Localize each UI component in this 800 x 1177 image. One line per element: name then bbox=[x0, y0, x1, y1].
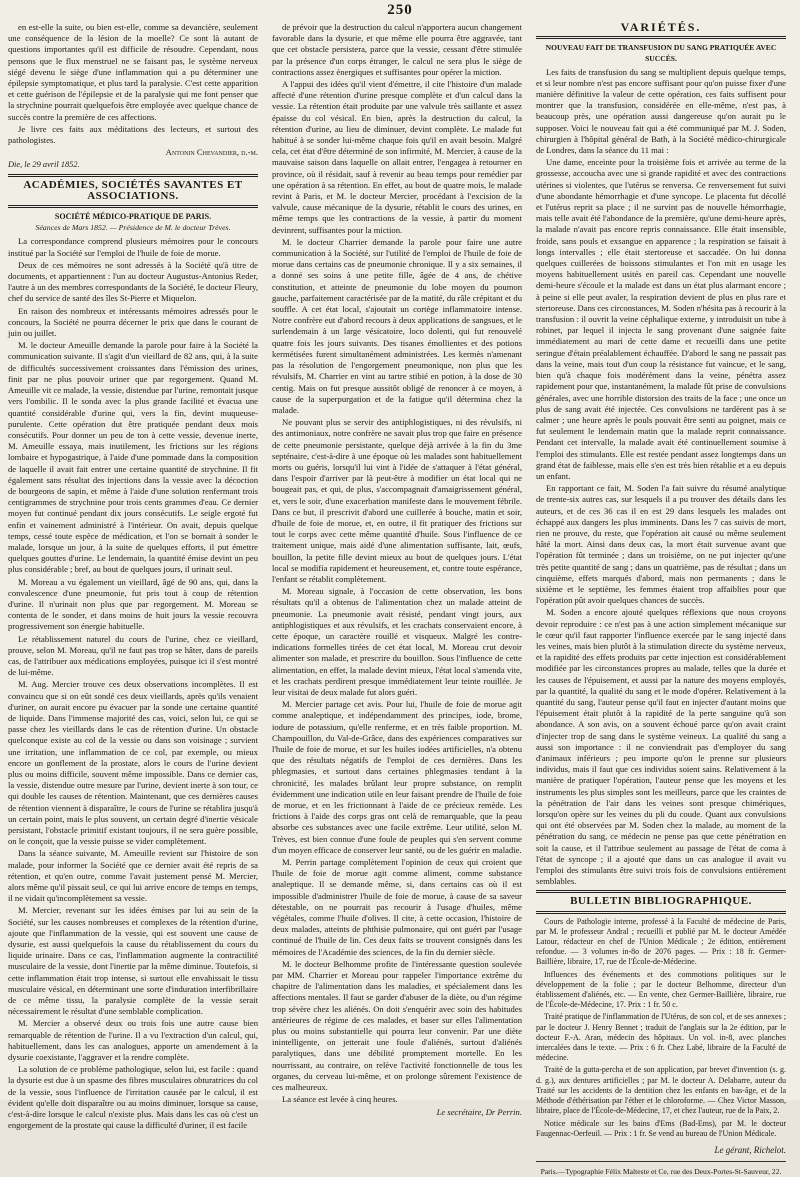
body-paragraph: M. Mercier, revenant sur les idées émises par lui au sein de la Société, sur les causes nombreuses et complexes de la rétention d'urine, ajoute que l'inflammation de la vessie, qui est souvent une cause de dysurie, est aussi quelquefois la cause du rétablissement du cours du liquide urinaire. Dans ce cas, l'inflammation augmente la contractilité musculaire de la vessie, dont l'inertie par la même diminue. Toutefois, si cette inflammation était trop intense, si surtout elle envahissait le tissu musculaire vésical, en déterminant une sorte d'induration interfibrillaire de ce même tissu, la paralysie complète de la vessie serait nécessairement le résultat d'une semblable complication. bbox=[8, 905, 258, 1017]
biblio-item: Traité de la gutta-percha et de son application, par brevet d'invention (s. g. d. g.), aux dentures artificielles ; par M. le docteur A. Delabarre, auteur du Traité sur les accidents de la dentition chez les enfants en bas-âge, et de la Méthode d'éthérisation par l'éther et le chloroforme. — Chez Victor Masson, libraire, place de l'École-de-Médecine, 17, et chez l'auteur, rue de la Paix, 2. bbox=[536, 1065, 786, 1116]
page-number: 250 bbox=[387, 2, 413, 18]
divider bbox=[8, 174, 258, 177]
body-paragraph: La correspondance comprend plusieurs mémoires pour le concours institué par la Société sur l'emploi de l'huile de foie de morue. bbox=[8, 236, 258, 258]
intro-paragraph: en est-elle la suite, ou bien est-elle, comme sa devancière, seulement une conséquence de la lésion de la moelle? Ce sont là autant de questions importantes qu'il est difficile de résoudre. Cependant, nous pensons que le flux menstruel ne se faisant pas, le système nerveux siégé devenu le siège d'une inflammation qui a pu déterminer une épilepsie symptomatique, et plus tard la paralysie. C'est cette apparition et cette guérison de l'épilepsie et de la paralysie qui me font penser que la strychnine pourrait quelquefois être employée avec quelque chance de succès contre la première de ces affections. bbox=[8, 22, 258, 122]
divider bbox=[536, 1161, 786, 1162]
article-title: NOUVEAU FAIT DE TRANSFUSION DU SANG PRATIQUÉE AVEC SUCCÈS. bbox=[545, 43, 777, 64]
intro-paragraph: Je livre ces faits aux méditations des lecteurs, et surtout des pathologistes. bbox=[8, 123, 258, 146]
body-paragraph: Dans la séance suivante, M. Ameuille revient sur l'histoire de son malade, pour informer la Société que ce dernier avait été repris de sa rétention, et qu'en outre, comme l'avait justement pensé M. Mercier, alors même qu'il pissait seul, ce qui lui arrive encore de temps en temps, il ne vidait qu'incomplètement sa vessie. bbox=[8, 848, 258, 904]
body-paragraph: M. Moreau a vu également un vieillard, âgé de 90 ans, qui, dans la convalescence d'une pneumonie, fut pris tout à coup de rétention d'urine. Il n'urinait non plus que par regorgement. M. Moreau se contenta de le sonder, et dans moins de huit jours la vessie recouvra progressivement son énergie habituelle. bbox=[8, 576, 258, 632]
body-paragraph: A l'appui des idées qu'il vient d'émettre, il cite l'histoire d'un malade affecté d'une rétention d'urine presque complète et d'un calcul dans la vessie. La rétention était produite par une valvule très saillante et assez épaisse du col vésical. En bien, après la destruction du calcul, la rétention d'urine, au lieu de diminuer, devint complète. Le malade fut habitué à se sonder lui-même chaque fois qu'il en avait besoin. Malgré cela, cet état d'être déterminé de son infirmité, M. Mercier, à cause de la mauvaise saison dans laquelle on allait entrer, l'engagea à retourner en province, où il résidait, sauf à revenir au beau temps pour remédier par une opération à sa rétention. En effet, au bout de quatre mois, le malade revint à Paris, et M. le docteur Mercier, procédant à l'excision de la valvule, cause mécanique de la dysurie, rétablit le cours des urines, en même temps que les contractions de la vessie, à partir du moment devinrent, suffisantes pour la miction. bbox=[272, 79, 522, 235]
body-paragraph: de prévoir que la destruction du calcul n'apportera aucun changement favorable dans la dysurie, et que même elle pourra être aggravée, tant que cet obstacle persistera, parce que la vessie, cessant d'être stimulée par la présence d'un corps étranger, le calcul ne sera plus le siège de contractions assez énergiques et suffisantes pour opérer la miction. bbox=[272, 22, 522, 77]
body-paragraph: M. le docteur Charrier demande la parole pour faire une autre communication à la Société, sur l'utilité de l'emploi de l'huile de foie de morue dans certains cas de pneumonie chronique. Il y a six semaines, il a donné ses soins à une petite fille, âgée de 4 ans, de chétive constitution, et atteinte de pneumonie du lobe moyen du poumon gauche, parfaitement caractérisée par de la matité, du râle crépitant et du souffle. A cet état local, s'ajoutait un cortège inflammatoire intense. Notre confrère eut d'abord recours à deux applications de sangsues, et le surlendemain à un large vésicatoire, loco dolenti, qui fut renouvelé quatre fois les jours suivants. Des tisanes émollientes et des potions kermétisées furent simultanément administrées. Les kermès n'amenant pas la résolution de l'engorgement pneumonique, non plus que les révulsifs, M. Charrier en vint au tartre stibié en potion, à la dose de 30 centig. Mais on fut presque aussitôt obligé de renoncer à ce moyen, à cause de la superpurgation et de la fatigue qu'il détermina chez la malade. bbox=[272, 236, 522, 415]
printer-line: Paris.—Typographie Félix Malteste et Ce, rue des Deux-Portes-St-Sauveur, 22. bbox=[540, 1167, 782, 1177]
divider bbox=[536, 890, 786, 893]
body-paragraph: La séance est levée à cinq heures. bbox=[282, 1094, 398, 1105]
divider bbox=[536, 911, 786, 914]
body-paragraph: M. Mercier a observé deux ou trois fois une autre cause bien remarquable de rétention de l'urine. Il a vu l'extraction d'un calcul, qui, habituellement, dans les cas analogues, apporte un amendement à la dysurie coexistante, l'aggraver et la rendre complète. bbox=[8, 1018, 258, 1063]
body-paragraph: La solution de ce problème pathologique, selon lui, est facile : quand la dysurie est due à un spasme des fibres musculaires obturatrices du col de la vessie, sous l'influence de l'irritation causée par le calcul, il est évident qu'elle doit disparaître ou au moins diminuer, lorsque sa cause, c'est-à-dire lorsque le calcul n'existe plus. Mais dans les cas où c'est un engorgement de la prostate qui cause la difficulté d'uriner, il est facile bbox=[8, 1064, 258, 1131]
body-paragraph: En raison des nombreux et intéressants mémoires adressés pour le concours, la Société ne pourra décerner le prix que dans le courant de juin ou juillet. bbox=[8, 305, 258, 339]
body-paragraph: M. Soden a encore ajouté quelques réflexions que nous croyons devoir reproduire : ce n'est pas à une action simplement mécanique sur le cœur qu'il faut rapporter l'influence exercée par le sang injecté dans les veines, mais bien plutôt à la stimulation directe du système nerveux, et la rapidité des effets produits par cette injection est considérablement modifiée par les circonstances propres au malade, telles que la durée et les causes de l'épuisement, et aussi par la nature des moyens employés, par la quantité, la qualité du sang et le mode d'opérer. Relativement à la quantité du sang, l'auteur pense qu'il faut en injecter d'autant moins que l'épuisement était plutôt à la rapidité de la perte sanguine qu'à son abondance. A son avis, on a souvent échoué parce qu'on avait craint d'injecter trop de sang dans le système veineux. La qualité du sang a aussi son importance : il ne conviendrait pas d'employer du sang d'animaux inférieurs ; peu importe qu'on le prenne sur plusieurs individus, mais il faut que ces individus soient sains. Relativement à la manière de pratiquer l'opération, l'auteur pense que les moyens et les instruments les plus simples sont les meilleurs, parce que les craintes de la pénétration de l'air dans les veines sont presque chimériques, lorsqu'on opère sur les veines du pli du coude. Quant aux convulsions qui ont été observées par M. Soden chez la malade, au moment de la pénétration du sang, ce médecin ne pense pas que cette pénétration en soit la cause, et il l'attribue seulement au passage de l'état de coma à l'état de syncope ; il a ajouté que dans un cas analogue il avait vu l'emploi des stimulants être suivi trois fois de convulsions entièrement semblables. bbox=[536, 607, 786, 887]
body-paragraph: Le rétablissement naturel du cours de l'urine, chez ce vieillard, prouve, selon M. Moreau, qu'il ne faut pas trop se hâter, dans de pareils cas, de l'attribuer aux médications employées, puisque ici il s'est montré de lui-même. bbox=[8, 633, 258, 678]
session-info: Séances de Mars 1852. — Présidence de M. le docteur Trèves. bbox=[35, 223, 231, 233]
section-title-varietes: VARIÉTÉS. bbox=[620, 20, 702, 34]
biblio-list bbox=[536, 917, 786, 1139]
body-paragraph: M. le docteur Belhomme profite de l'intéressante question soulevée par MM. Charrier et Moreau pour rappeler l'importance extrême du chapitre de l'alimentation dans les maladies, et spécialement dans les affections mentales. Il faut se garder d'abuser de la diète, ou d'un régime trop sévère chez les aliénés. On doit s'enquérir avec soin des habitudes antérieures de régime de ces malades, et baser sur elles l'alimentation plus ou moins substantielle qui pourra leur convenir. Par une diète inintelligente, on jetterait une foule d'aliénés, surtout d'aliénés paralytiques, dans une débilité promptement mortelle. En les nourrissant, au contraire, on relève l'activité fonctionnelle de tous les organes, du cerveau lui-même, et on prolonge sûrement l'existence de ces malheureux. bbox=[272, 958, 522, 1093]
author-signature: Antonin Chevandier, d.-m. bbox=[165, 147, 258, 158]
body-paragraph: Les faits de transfusion du sang se multiplient depuis quelque temps, et si leur nombre n'est pas encore suffisant pour qu'on puisse fixer d'une manière définitive la valeur de cette opération, ces faits suffisent pour montrer que la transfusion, considérée en elle-même, n'est pas, à beaucoup près, une opération aussi dangereuse qu'on aurait pu le supposer. Voici le nouveau fait qui a été communiqué par M. J. Soden, chirurgien à l'hôpital général de Bath, à la Société médico-chirurgicale de Londres, dans la séance du 11 mai : bbox=[536, 66, 786, 156]
body-paragraph: M. Aug. Mercier trouve ces deux observations incomplètes. Il est convaincu que si on eût sondé ces deux vieillards, après qu'ils venaient d'uriner, on aurait encore pu évacuer par la sonde une certaine quantité de liquide. Dans l'immense majorité des cas, voici, selon lui, ce qui se passe chez les vieillards dans le cas de rétention d'urine. Un obstacle quelconque existe au col de la vessie ou dans son voisinage ; survient une irritation, une inflammation de ce col, par exemple, ou mieux encore un gonflement de la prostate, alors le cours de l'urine devient plus ou moins difficile, souvent même impossible. Dans ce dernier cas, la vessie, distendue outre mesure par l'urine, devient inerte à son tour, ce qui double les causes de rétention. Maintenant, que ces dernières causes de rétention viennent à disparaître, le cours de l'urine se rétablira jusqu'à un certain point, mais le plus souvent, un certain degré d'inertie vésicale persistant, l'obstacle primitif existant toujours, il ne sera guère possible, on le conçoit, que la vessie puisse se vider complètement. bbox=[8, 679, 258, 847]
column-right bbox=[536, 20, 786, 1177]
column-left bbox=[8, 22, 258, 1131]
body-paragraph: En rapportant ce fait, M. Soden l'a fait suivre du résumé analytique de trente-six autres cas, sur lesquels il a pu trouver des détails dans les auteurs, et de ces 36 cas il en est 29 dans lesquels les malades ont échappé aux dangers les plus imminents. Dans les 7 cas suivis de mort, rien ne prouve, du reste, que l'opération ait causé ou même seulement hâté la mort. Ainsi dans deux cas, la mort était survenue avant que l'opération fût terminée ; dans un troisième, on ne put injecter qu'une très petite quantité de sang ; dans un quatrième, pas de résultat ; dans un cinquième, effets marqués d'abord, mais non permanents ; dans le sixième et le septième, les femmes étaient trop affaiblies pour que l'opération pût avoir quelques chances de succès. bbox=[536, 483, 786, 606]
body-paragraph: M. Mercier partage cet avis. Pour lui, l'huile de foie de morue agit comme analeptique, et indépendamment des principes, iode, brome, iodure de potassium, qu'elle renferme, et en très faible proportion. M. Champouillon, du Val-de-Grâce, dans des expériences comparatives sur l'huile de foie de morue, et sur les huiles iodées artificielles, n'a obtenu que des résultats négatifs de l'emploi de ces dernières. Dans les phlegmasies, et surtout dans certaines phlegmasies tendant à la chronicité, les malades brûlant leur propre substance, on remplit évidemment une indication utile en leur faisant prendre de l'huile de foie de morue, et en les frictionnant à l'aide de ce précieux remède. Les frictions à l'aide des corps gras ont celà de remarquable, que la peau absorbe ces substances avec une facile extrême. Leur utilité, selon M. Trèves, est bien connue d'une foule de peuples qui s'en servent comme d'un moyen efficace de conserver leur santé, ou de les guérir en maladie. bbox=[272, 699, 522, 855]
biblio-title: BULLETIN BIBLIOGRAPHIQUE. bbox=[570, 895, 752, 908]
body-paragraph: M. Moreau signale, à l'occasion de cette observation, les bons résultats qu'il a obtenus de l'alimentation chez un malade atteint de pneumonie. La pneumonie avait résisté, pendant vingt jours, aux antiphlogistiques et aux révulsifs, et les crachats conservaient encore, à cette époque, un caractère rouillé et visqueux. Malgré les contre-indications formelles tirées de cet état local, M. Moreau crut devoir alimenter son malade, et prescrire du bouillon. Sous l'influence de cette alimentation, en effet, la malade devint mieux, l'état local s'amenda vite, et les crachats perdirent presque immédiatement leur teinte rouillée. Je leur visitai de deux malade fut alors guéri. bbox=[272, 586, 522, 697]
body-paragraph: M. Perrin partage complètement l'opinion de ceux qui croient que l'huile de foie de morue agit comme aliment, comme substance analeptique. Il se demande même, si, dans certains cas où il est impossible d'administrer l'huile de foie de morue, à cause de sa saveur détestable, on ne pourrait pas recourir à l'usage d'huiles, même végétales, comme l'huile d'olives. Il cite, à cette occasion, l'histoire de deux malades, atteints de phthisie pulmonaire, qui ont guéri par l'usage continué de l'huile de lin. Ces deux faits se trouvent consignés dans les mémoires de l'Académie des sciences, de la fin du dernier siècle. bbox=[272, 857, 522, 957]
gerant-signature: Le gérant, Richelot. bbox=[714, 1144, 786, 1155]
divider bbox=[8, 205, 258, 208]
divider bbox=[536, 36, 786, 39]
biblio-item: Influences des événements et des commotions politiques sur le développement de la folie ; par le docteur Belhomme, directeur d'un établissement d'aliénés, etc. — En vente, chez Germer-Baillière, libraire, rue de l'École-de-Médecine, 17. Prix : 1 fr. 50 c. bbox=[536, 969, 786, 1010]
dateline: Die, le 29 avril 1852. bbox=[8, 160, 80, 170]
column-middle bbox=[272, 22, 522, 1117]
body-paragraph: M. le docteur Ameuille demande la parole pour faire à la Société la communication suivante. Il s'agit d'un vieillard de 82 ans, qui, à la suite de difficultés successivement croissantes dans l'émission des urines, finit par ne plus pouvoir uriner que par regorgement. Quand M. Ameuille vit ce malade, la vessie, distendue par l'urine, remontait jusque vers l'ombilic. Il le sonda avec la plus grande facilité et évacua une quantité considérable d'urine qui, vers la fin, devint muqueuse-purulente. Cette opération dut être pratiquée pendant deux mois consécutifs. Pour donner un peu de ton à cette vessie, devenue inerte, M. Ameuille essaya, mais inutilement, les frictions sur les régions lombaire et hypogastrique, à l'aide d'une pommade dans la composition de laquelle il avait fait entrer une certaine quantité de strychnine. Il fit également sans résultat des injections dans la vessie avec la décoction de bourgeons de sapin, et même à l'aide d'une solution renfermant trois centigrammes de strychnine pour trois cents grammes d'eau. Ce dernier moyen fut continué pendant dix jours consécutifs. Le seigle ergoté fut enfin et vainement administré à l'intérieur. On avait, depuis quelque temps, cessé toute espèce de médication, et l'on se bornait à sonder le malade, lorsque un jour, à la suite de quelques efforts, il put émettre quelques gouttes d'urine. Le lendemain, la quantité émise devint un peu plus considérable ; bref, au bout de quelques jours, il urinait seul. bbox=[8, 340, 258, 575]
biblio-item: Cours de Pathologie interne, professé à la Faculté de médecine de Paris, par M. le professeur Andral ; recueilli et publié par M. le docteur Amédée Latour, rédacteur en chef de l'Union Médicale ; 2e édition, entièrement refondue. — 3 volumes in-8o de 2076 pages. — Prix : 18 fr. Germer-Baillière, libraire, 17, rue de l'École-de-Médecine. bbox=[536, 916, 786, 967]
secretary-signature: Le secrétaire, Dr Perrin. bbox=[436, 1106, 522, 1117]
biblio-item: Traité pratique de l'inflammation de l'Utérus, de son col, et de ses annexes ; par le docteur J. Henry Bennet ; traduit de l'anglais sur la 2e édition, par le docteur F.-A. Aran, médecin des hôpitaux. Un vol. in-8, avec planches intercalées dans le texte. — Prix : 6 fr. Chez Labé, libraire de la Faculté de médecine. bbox=[536, 1012, 786, 1063]
body-paragraph: Deux de ces mémoires ne sont adressés à la Société qu'à titre de documents, et appartiennent : l'un au docteur Augustus-Antonius Reder, l'autre à un des membres correspondants de la Société, le docteur Fleury, chef du service de santé des îles St-Pierre et Miquelon. bbox=[8, 259, 258, 304]
society-title: SOCIÉTÉ MÉDICO-PRATIQUE DE PARIS. bbox=[54, 212, 212, 222]
section-title-academies: ACADÉMIES, SOCIÉTÉS SAVANTES ET ASSOCIATIONS. bbox=[23, 178, 243, 202]
body-paragraph: Une dame, enceinte pour la troisième fois et arrivée au terme de la grossesse, accoucha avec une si grande rapidité et avec des contractions utérines si violentes, que l'utérus se renversa. Ce renversement fut suivi d'une abondante hémorrhagie et d'une syncope. Le placenta fut décollé et l'utérus reprit sa place ; il ne survint pas de nouvelle hémorrhagie, mais telle avait été l'abondance de la première, qu'une demi-heure après, la malade n'avait pas encore repris connaissance. Elle était insensible, froide, sans pouls et exsangue en apparence ; la respiration se faisait à longs intervalles ; elle était stertoreuse et saccadée. On lui donna quelques cuillerées de boissons stimulantes et l'on mit en usage les moyens habituellement usités en pareil cas. Cependant une nouvelle demi-heure s'écoule et la malade est dans un état plus alarmant encore ; à peine si elle peut avaler, la respiration devient de plus en plus rare et stertoreuse. Dans ces circonstances, M. Soden n'hésita pas à recourir à la transfusion : il ouvrit la veine céphalique externe, y introduisit un tube à robinet, par lequel il injecta le sang provenant d'une saignée faite immédiatement au mari de cette dame et recueilli dans une petite seringue d'étain préalablement échauffée. D'abord le sang ne passait pas dans la veine, mais tout d'un coup la résistance fut vaincue, et le sang, bien qu'à chaque fois modérément dans la veine, pénétra assez rapidement pour que, instantanément, la malade fût prise de convulsions générales, avec une horrible distorsion des traits de la face ; une once un plus de sang avait été injectée. Ces convulsions ne tardèrent pas à se calmer ; une heure après le pouls pouvait être senti au poignet, mais ce fut seulement le lendemain matin que la malade reprit connaissance. Pendant cet intervalle, la malade avait été continuellement soumise à l'emploi des stimulants. Elle est restée pendant assez longtemps dans un grand état de faiblesse, mais elle s'en est très bien rétablie et a eu depuis un enfant. bbox=[536, 157, 786, 481]
biblio-item: Notice médicale sur les bains d'Ems (Bad-Ems), par M. le docteur Faugennac-Oerfeuil. — Prix : 1 fr. Se vend au bureau de l'Union Médicale. bbox=[536, 1118, 786, 1138]
body-paragraph: Ne pouvant plus se servir des antiphlogistiques, ni des révulsifs, ni des antimoniaux, notre confrère ne savait plus trop que faire en présence de cette pneumonie persistante, quelque déjà arrivée à la fin du 3me septénaire, c'est-à-dire à une époque où les malades sont habituellement morts ou guéris, lorsqu'il lui vint à l'idée de s'attaquer à l'état général, dans l'espoir d'arriver par là peut-être à modifier un état local qui ne bougeait pas, et qui, de plus, s'accompagnait d'amaigrissement général, et, vers le soir, d'une exacerbation manifeste dans le mouvement fébrile. Dans ce but, il prescrivit d'abord une cuillerée à bouche, matin et soir, d'huile de foie de morue, et, en outre, il fit pratiquer des frictions sur tout le corps avec cette même quantité d'huile. Sous l'influence de ce traitement unique, mais aidé d'une alimentation suffisante, lait, œufs, bouillon, la petite fille devint mieux au bout de quelques jours. L'état local se modifia rapidement et heureusement, et, contre toute espérance, l'enfant se rétablit complètement. bbox=[272, 417, 522, 584]
